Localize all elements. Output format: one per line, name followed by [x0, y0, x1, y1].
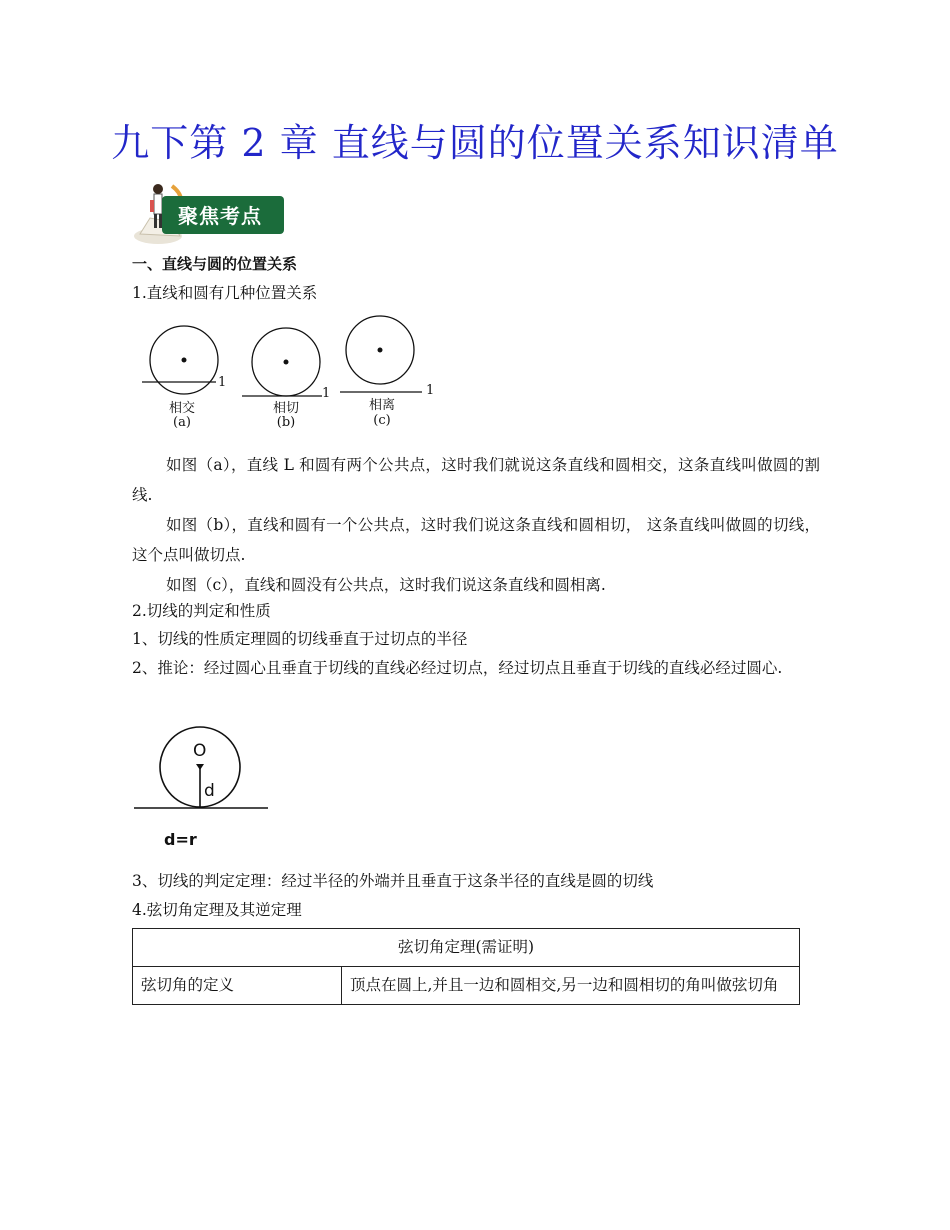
item-2-label: 2.切线的判定和性质: [132, 602, 271, 620]
panel-tangent-diagram: [242, 328, 322, 396]
center-label: O: [193, 741, 207, 761]
panel-tag-c: (c): [373, 413, 391, 428]
panel-label-tangent: 相切: [272, 401, 299, 416]
tangent-distance-figure: [132, 722, 272, 814]
theorem-table: [132, 928, 800, 1005]
paragraph-tangent: 如图（b），直线和圆有一个公共点，这时我们说这条直线和圆相切， 这条直线叫做圆的切线，这个点叫做切点.: [132, 516, 820, 564]
panel-tag-b: (b): [276, 415, 296, 430]
panel-tag-a: (a): [173, 415, 191, 430]
item-4-label: 4.弦切角定理及其逆定理: [132, 901, 302, 919]
table-definition-cell: 顶点在圆上,并且一边和圆相交,另一边和圆相切的角叫做弦切角: [342, 967, 800, 1005]
paragraph-intersect: 如图（a），直线 L 和圆有两个公共点，这时我们就说这条直线和圆相交，这条直线叫做圆的割线.: [132, 456, 820, 504]
panel-label-intersect: 相交: [168, 401, 195, 416]
panel-label-separate: 相离: [368, 398, 395, 413]
line-label-a: 1: [218, 375, 227, 390]
distance-caption: d=r: [164, 830, 197, 849]
tangent-corollary-text: 2、推论：经过圆心且垂直于切线的直线必经过切点，经过切点且垂直于切线的直线必经过圆心.: [132, 659, 783, 677]
page-title: 九下第 2 章 直线与圆的位置关系知识清单: [111, 121, 839, 165]
tangent-property-text: 1、切线的性质定理圆的切线垂直于过切点的半径: [132, 630, 468, 648]
badge-label: 聚焦考点: [178, 204, 262, 228]
line-label-c: 1: [426, 383, 435, 398]
panel-intersect-diagram: [142, 326, 218, 394]
line-label-b: 1: [322, 386, 331, 401]
panel-separate-diagram: [340, 316, 422, 392]
table-row: [133, 967, 800, 1005]
table-header: 弦切角定理(需证明): [133, 929, 800, 967]
section-heading: 一、直线与圆的位置关系: [132, 255, 298, 273]
tangent-criterion-text: 3、切线的判定定理：经过半径的外端并且垂直于这条半径的直线是圆的切线: [132, 872, 654, 890]
focus-badge: [132, 178, 287, 246]
table-term-cell: 弦切角的定义: [133, 967, 342, 1005]
distance-label: d: [204, 781, 215, 801]
line-circle-figure: [132, 312, 442, 400]
table-header-row: [133, 929, 800, 967]
paragraph-separate: 如图（c），直线和圆没有公共点，这时我们说这条直线和圆相离.: [166, 576, 606, 594]
item-1-label: 1.直线和圆有几种位置关系: [132, 284, 318, 302]
